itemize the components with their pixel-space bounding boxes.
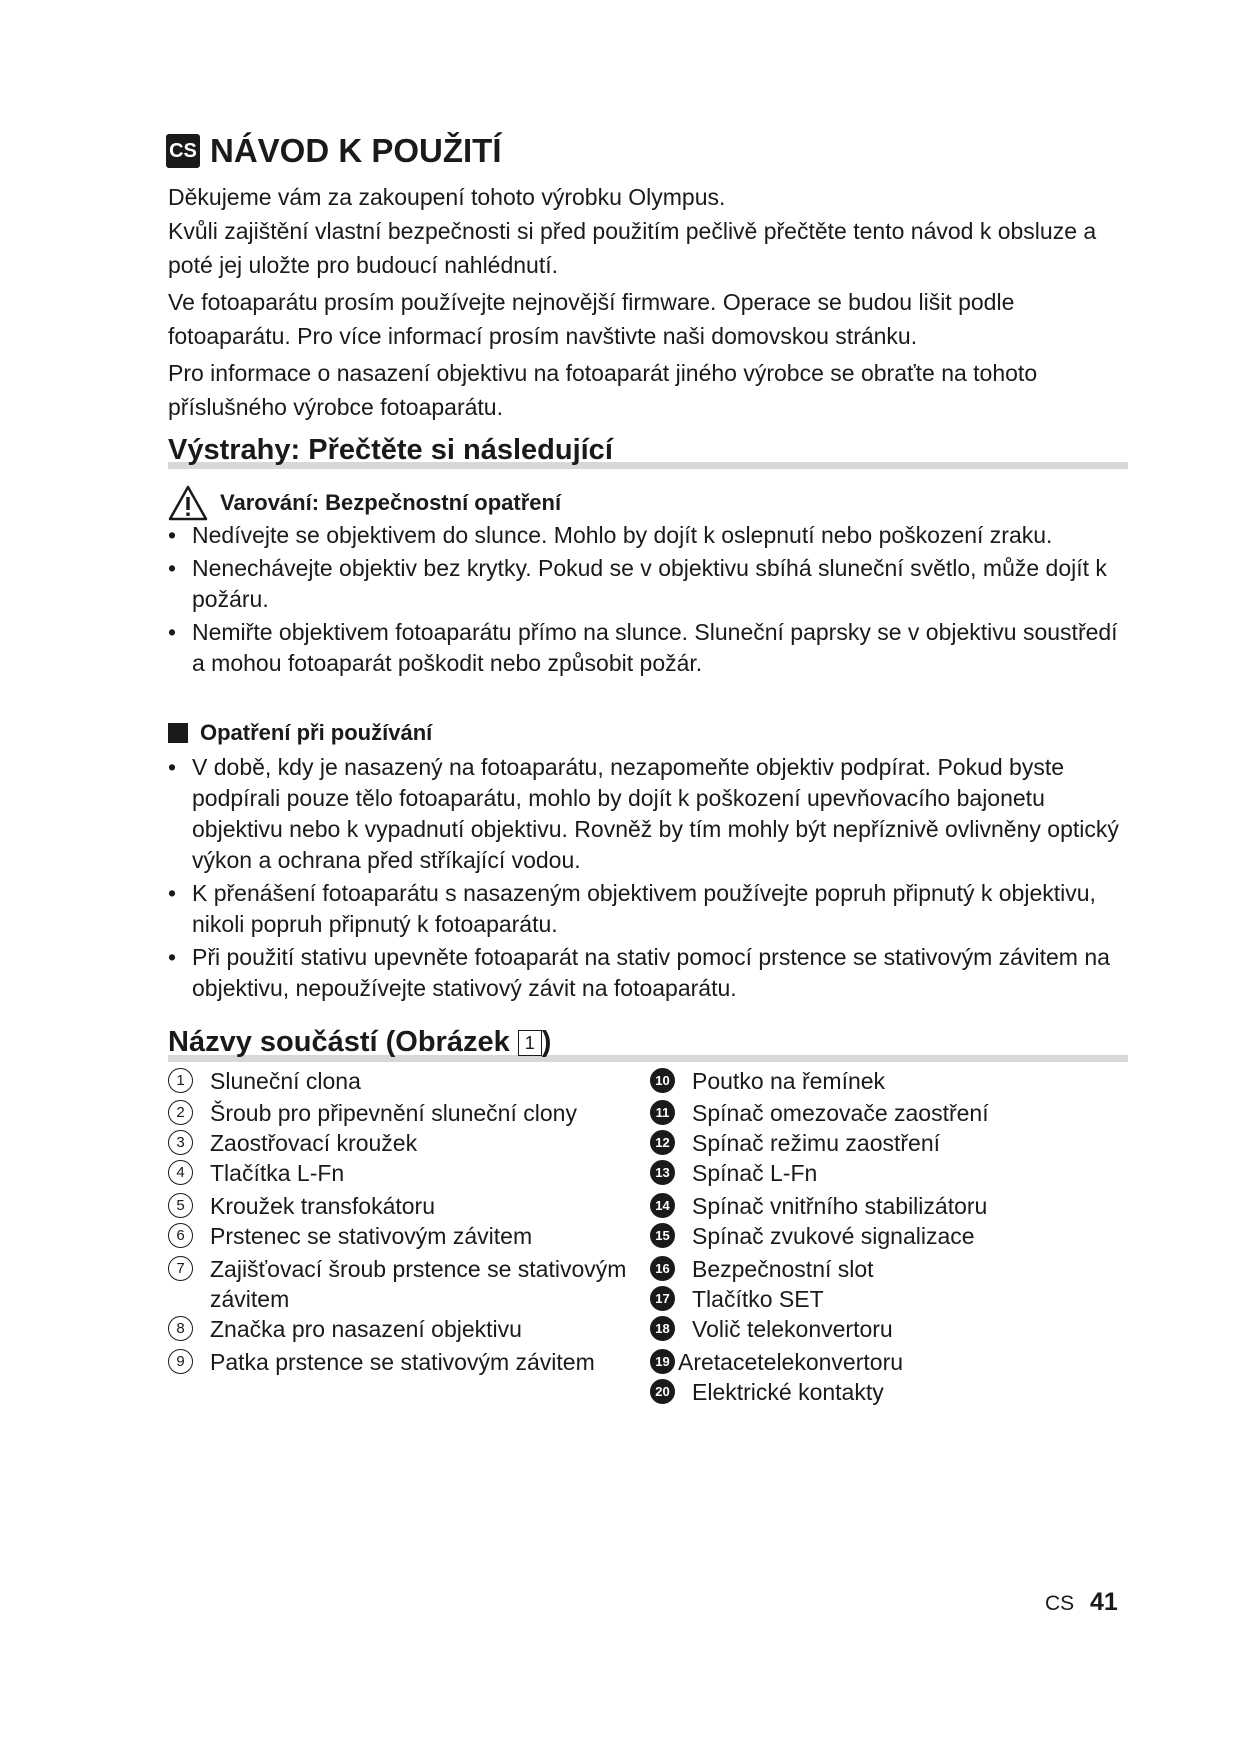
part-number: 1 (168, 1068, 193, 1093)
part-number: 19 (650, 1349, 675, 1374)
part-number: 16 (650, 1256, 675, 1281)
part-number: 18 (650, 1316, 675, 1341)
intro-paragraph: Děkujeme vám za zakoupení tohoto výrobku Olympus. (168, 184, 726, 210)
intro-paragraph: Kvůli zajištění vlastní bezpečnosti si před použitím pečlivě přečtěte tento návod k obsluze a poté jej uložte pro budoucí nahlédnutí. (168, 218, 1097, 278)
part-item: 10 Poutko na řemínek (650, 1066, 1110, 1096)
part-number: 2 (168, 1100, 193, 1125)
part-item: 7 Zajišťovací šroub prstence se stativovým závitem (168, 1254, 628, 1314)
part-item: 19 Aretacetelekonvertoru (650, 1347, 1110, 1377)
page-number: 41 (1090, 1588, 1118, 1616)
part-item: 14 Spínač vnitřního stabilizátoru (650, 1191, 1110, 1221)
list-item: • K přenášení fotoaparátu s nasazeným objektivem používejte popruh připnutý k objektivu, nikoli popruh připnutý k fotoaparátu. (168, 878, 1128, 940)
figure-number-box: 1 (518, 1030, 542, 1056)
language-badge: CS (166, 134, 200, 168)
parts-list-left (168, 1066, 628, 1377)
part-number: 12 (650, 1130, 675, 1155)
part-number: 9 (168, 1349, 193, 1374)
intro-text (168, 180, 1108, 427)
part-item: 1 Sluneční clona (168, 1066, 628, 1096)
warning-heading-text: Varování: Bezpečnostní opatření (220, 490, 562, 515)
warnings-section-heading: Výstrahy: Přečtěte si následující (168, 434, 1128, 467)
part-item: 2 Šroub pro připevnění sluneční clony (168, 1098, 628, 1128)
list-item: • Nemiřte objektivem fotoaparátu přímo na slunce. Sluneční paprsky se v objektivu soustředí a mohou fotoaparát poškodit nebo způsobit požár. (168, 617, 1128, 679)
intro-paragraph: Ve fotoaparátu prosím používejte nejnovější firmware. Operace se budou lišit podle fotoaparátu. Pro více informací prosím navštivte naši domovskou stránku. (168, 289, 1015, 349)
part-item: 8 Značka pro nasazení objektivu (168, 1314, 628, 1344)
warning-triangle-icon (168, 485, 208, 521)
part-item: 16 Bezpečnostní slot (650, 1254, 1110, 1284)
part-number: 10 (650, 1068, 675, 1093)
part-number: 14 (650, 1193, 675, 1218)
part-number: 15 (650, 1223, 675, 1248)
part-number: 20 (650, 1379, 675, 1404)
part-number: 8 (168, 1316, 193, 1341)
list-item: • Nenechávejte objektiv bez krytky. Pokud se v objektivu sbíhá sluneční světlo, může dojít k požáru. (168, 553, 1128, 615)
part-number: 6 (168, 1223, 193, 1248)
part-item: 11 Spínač omezovače zaostření (650, 1098, 1110, 1128)
page-footer (1045, 1588, 1118, 1617)
part-item: 4 Tlačítka L-Fn (168, 1158, 628, 1188)
part-item: 12 Spínač režimu zaostření (650, 1128, 1110, 1158)
part-item: 9 Patka prstence se stativovým závitem (168, 1347, 628, 1377)
part-item: 17 Tlačítko SET (650, 1284, 1110, 1314)
list-item: • Nedívejte se objektivem do slunce. Mohlo by dojít k oslepnutí nebo poškození zraku. (168, 520, 1128, 551)
part-number: 17 (650, 1286, 675, 1311)
page-title-text: NÁVOD K POUŽITÍ (210, 132, 502, 169)
page-title (166, 132, 502, 170)
footer-language: CS (1045, 1592, 1075, 1615)
caution-heading-text: Opatření při používání (200, 720, 433, 745)
part-number: 3 (168, 1130, 193, 1155)
list-item: • V době, kdy je nasazený na fotoaparátu, nezapomeňte objektiv podpírat. Pokud byste podpírali pouze tělo fotoaparátu, mohlo by dojít k poškození upevňovacího bajonetu objektivu nebo k vypadnutí objektivu. Rovněž by tím mohly být nepříznivě ovlivněny optický výkon a ochrana před stříkající vodou. (168, 752, 1128, 876)
parts-section-heading: Názvy součástí (Obrázek 1 ) (168, 1026, 1128, 1059)
part-item: 6 Prstenec se stativovým závitem (168, 1221, 628, 1251)
part-number: 7 (168, 1256, 193, 1281)
caution-heading (168, 720, 432, 746)
part-item: 18 Volič telekonvertoru (650, 1314, 1110, 1344)
caution-list (168, 752, 1128, 1006)
part-item: 13 Spínač L-Fn (650, 1158, 1110, 1188)
list-item: • Při použití stativu upevněte fotoaparát na stativ pomocí prstence se stativovým závitem na objektivu, nepoužívejte stativový závit na fotoaparátu. (168, 942, 1128, 1004)
part-number: 11 (650, 1100, 675, 1125)
part-number: 4 (168, 1160, 193, 1185)
part-number: 13 (650, 1160, 675, 1185)
parts-list-right (650, 1066, 1110, 1407)
part-item: 3 Zaostřovací kroužek (168, 1128, 628, 1158)
warning-list (168, 520, 1128, 681)
part-item: 5 Kroužek transfokátoru (168, 1191, 628, 1221)
part-item: 15 Spínač zvukové signalizace (650, 1221, 1110, 1251)
part-number: 5 (168, 1193, 193, 1218)
intro-paragraph: Pro informace o nasazení objektivu na fotoaparát jiného výrobce se obraťte na tohoto příslušného výrobce fotoaparátu. (168, 360, 1038, 420)
square-bullet-icon (168, 723, 188, 743)
part-item: 20 Elektrické kontakty (650, 1377, 1110, 1407)
warning-heading (168, 485, 561, 521)
